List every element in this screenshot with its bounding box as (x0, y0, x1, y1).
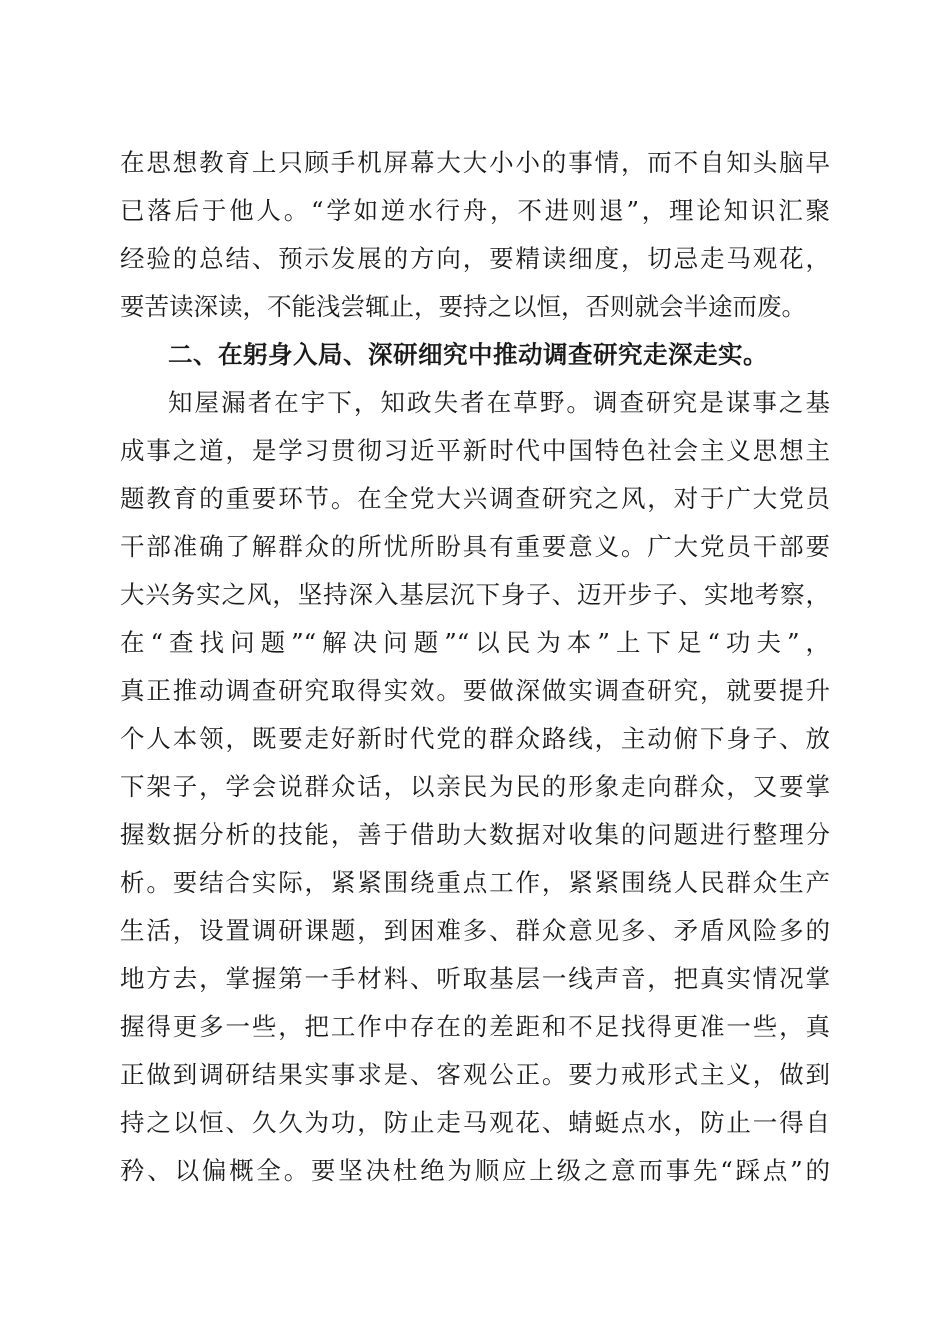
paragraph-line: 个人本领，既要走好新时代党的群众路线，主动俯下身子、放 (120, 724, 830, 753)
section-heading: 二、在躬身入局、深研细究中推动调查研究走深走实。 (168, 340, 768, 369)
paragraph-line: 下架子，学会说群众话，以亲民为民的形象走向群众，又要掌 (120, 772, 830, 801)
paragraph-line: 成事之道，是学习贯彻习近平新时代中国特色社会主义思想主 (120, 436, 830, 465)
paragraph-line: 真正推动调查研究取得实效。要做深做实调查研究，就要提升 (120, 676, 830, 705)
paragraph-line: 握数据分析的技能，善于借助大数据对收集的问题进行整理分 (120, 820, 830, 849)
paragraph-line: 握得更多一些，把工作中存在的差距和不足找得更准一些，真 (120, 1012, 830, 1041)
paragraph-line: 矜、以偏概全。要坚决杜绝为顺应上级之意而事先“踩点”的 (120, 1156, 830, 1185)
paragraph-line: 已落后于他人。“学如逆水行舟，不进则退”，理论知识汇聚 (120, 196, 830, 225)
paragraph-line: 在思想教育上只顾手机屏幕大大小小的事情，而不自知头脑早 (120, 148, 830, 177)
paragraph-line: 要苦读深读，不能浅尝辄止，要持之以恒，否则就会半途而废。 (120, 292, 806, 321)
paragraph-line: 题教育的重要环节。在全党大兴调查研究之风，对于广大党员 (120, 484, 830, 513)
paragraph-line: 干部准确了解群众的所忧所盼具有重要意义。广大党员干部要 (120, 532, 830, 561)
paragraph-line: 正做到调研结果实事求是、客观公正。要力戒形式主义，做到 (120, 1060, 830, 1089)
paragraph-line: 知屋漏者在宇下，知政失者在草野。调查研究是谋事之基 (168, 388, 830, 417)
paragraph-line: 析。要结合实际，紧紧围绕重点工作，紧紧围绕人民群众生产 (120, 868, 830, 897)
paragraph-line: 大兴务实之风，坚持深入基层沉下身子、迈开步子、实地考察， (120, 580, 830, 609)
paragraph-line: 在“查找问题”“解决问题”“以民为本”上下足“功夫”， (120, 628, 830, 657)
paragraph-line: 持之以恒、久久为功，防止走马观花、蜻蜓点水，防止一得自 (120, 1108, 830, 1137)
paragraph-line: 生活，设置调研课题，到困难多、群众意见多、矛盾风险多的 (120, 916, 830, 945)
paragraph-line: 地方去，掌握第一手材料、听取基层一线声音，把真实情况掌 (120, 964, 830, 993)
paragraph-line: 经验的总结、预示发展的方向，要精读细度，切忌走马观花， (120, 244, 830, 273)
